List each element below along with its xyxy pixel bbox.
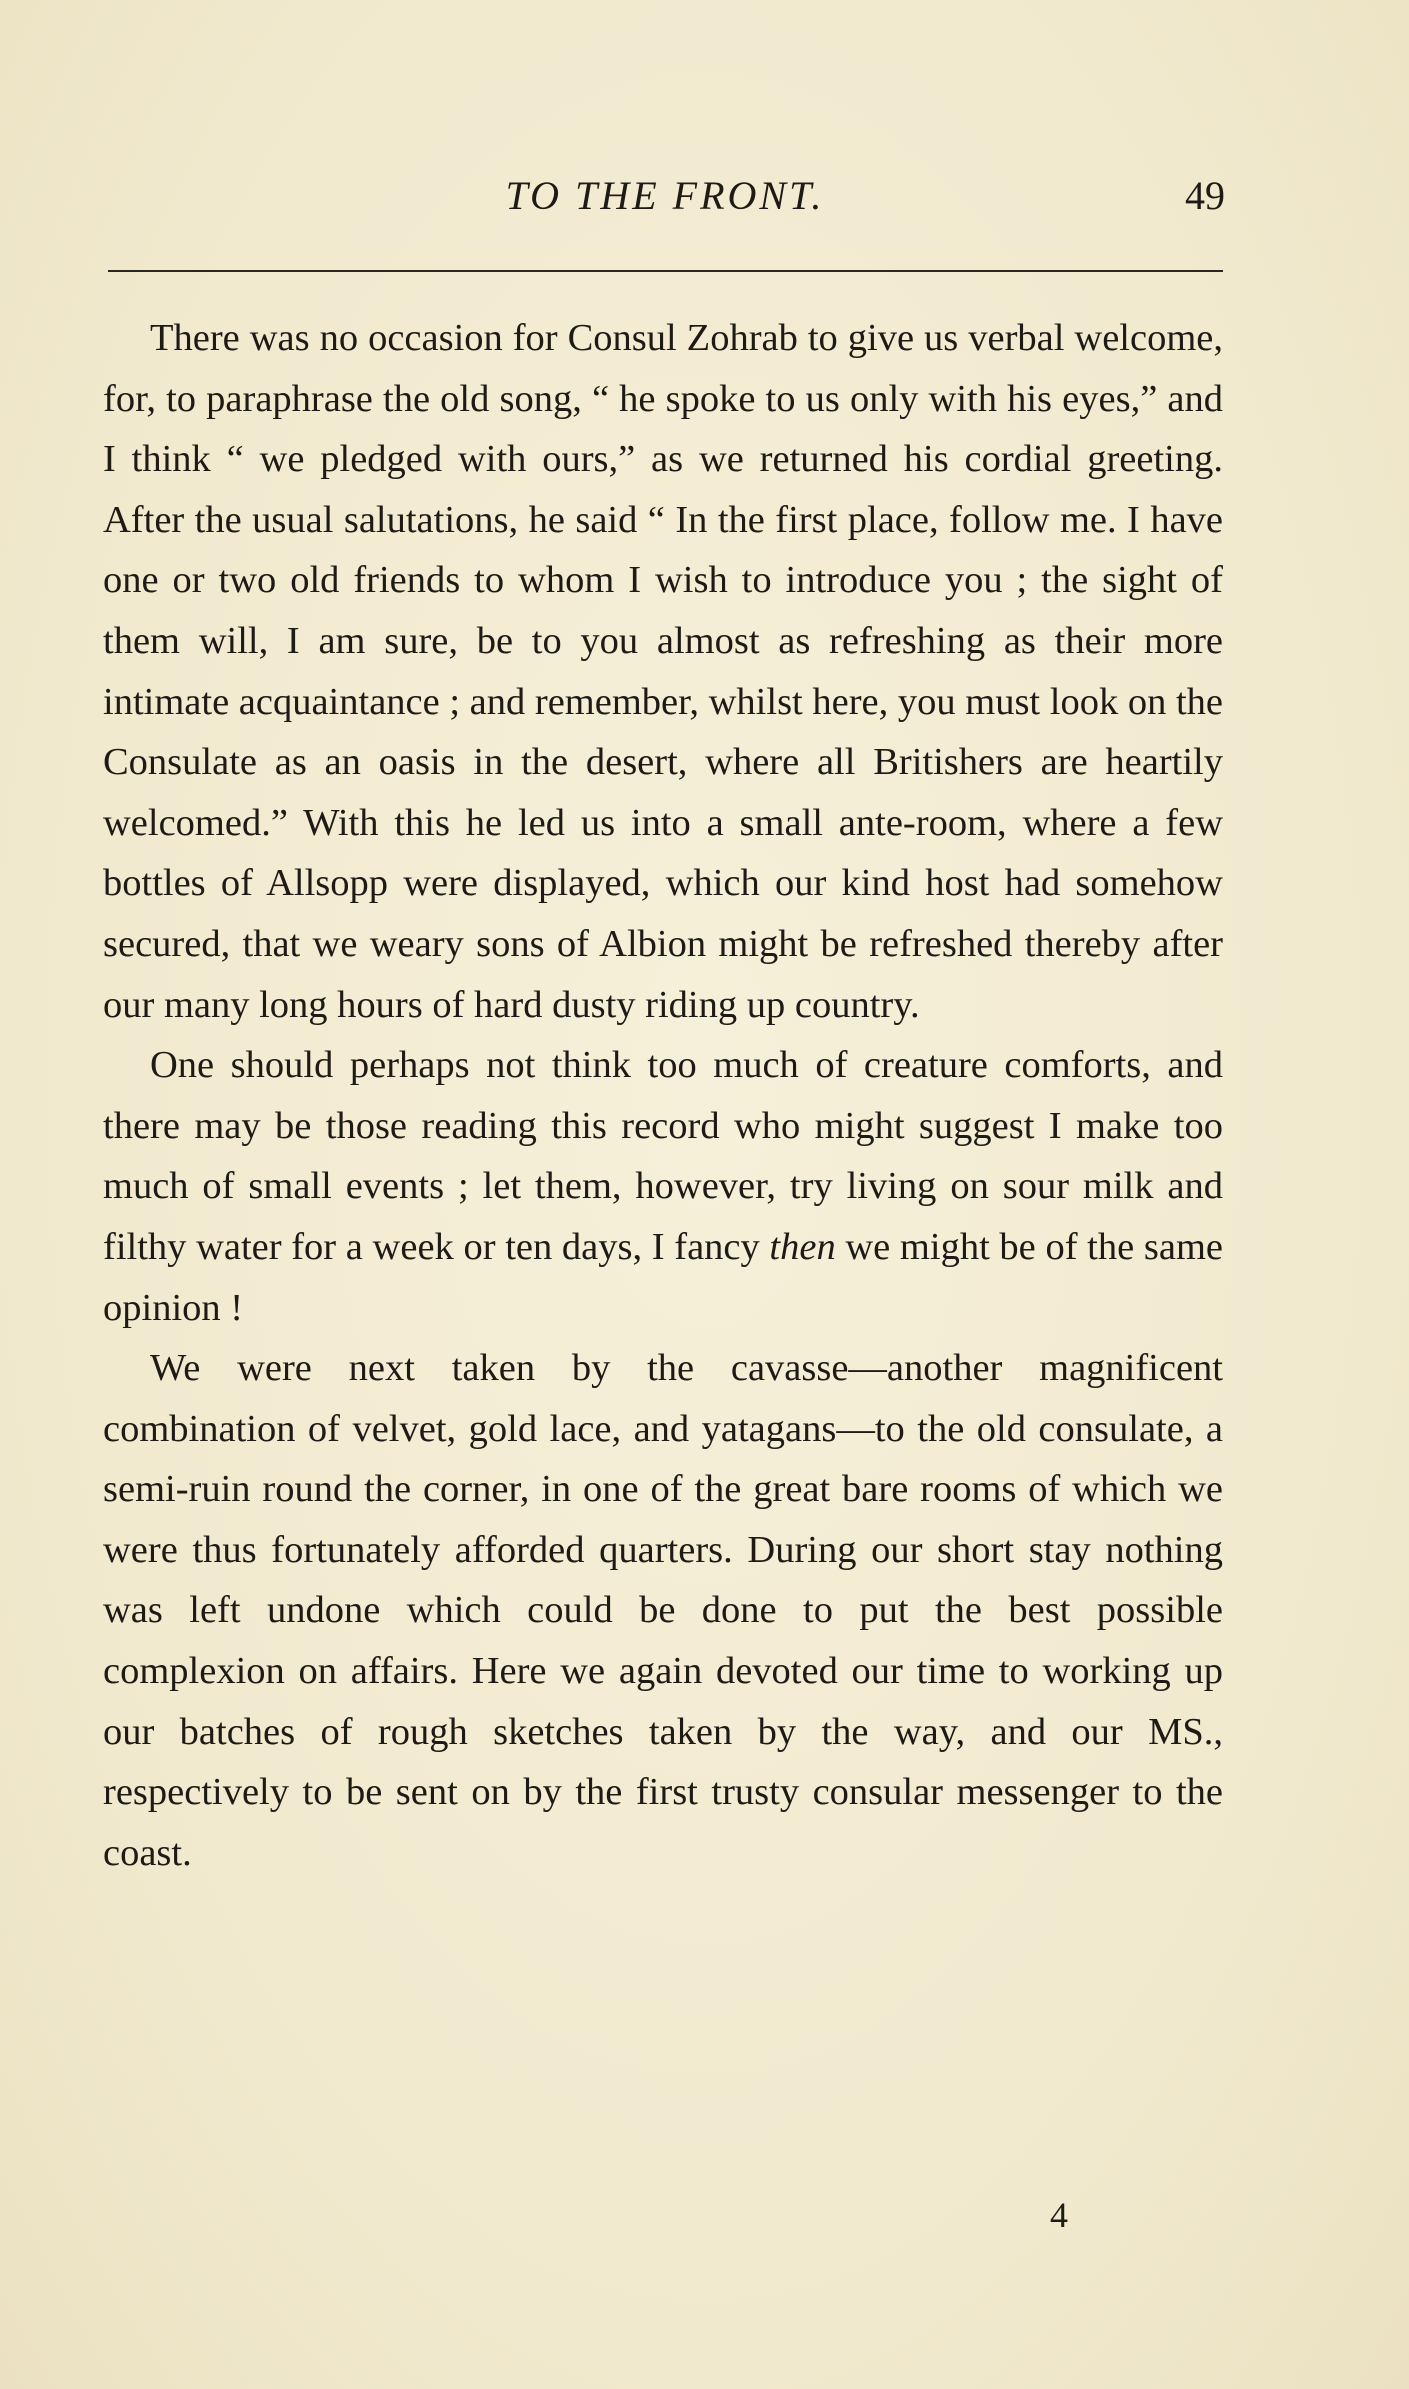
paragraph-2-text-end: we might be of the same opinion ! <box>103 1225 1223 1329</box>
running-head <box>105 172 1225 232</box>
paragraph-2-emphasis: then <box>769 1225 836 1268</box>
paragraph-3 <box>103 1338 1223 1883</box>
paragraph-3-text: We were next taken by the cavasse—another magnificent combination of velvet, gold lace, and yatagans—to the old consulate, a semi-ruin round the corner, in one of the great bare rooms of which we were thus fortunately afforded quarters. During our short stay nothing was left undone which could be done to put the best possible complexion on affairs. Here we again devoted our time to working up our batches of rough sketches taken by the way, and our MS., respectively to be sent on by the first trusty consular messenger to the coast. <box>103 1347 1223 1874</box>
signature-mark: 4 <box>1050 2195 1068 2235</box>
header-rule <box>108 270 1223 272</box>
running-title: TO THE FRONT. <box>505 173 825 218</box>
paragraph-2 <box>103 1035 1223 1338</box>
paragraph-2-text-start: One should perhaps not think too much of creature comforts, and there may be those reading this record who might suggest I make too much of small events ; let them, however, try living on sour milk and filthy water for a week or ten days, I fancy <box>103 1044 1223 1268</box>
paragraph-1 <box>103 308 1223 1035</box>
paragraph-1-text: There was no occasion for Consul Zohrab to give us verbal welcome, for, to paraphrase the old song, “ he spoke to us only with his eyes,” and I think “ we pledged with ours,” as we returned his cordial greeting. After the usual salutations, he said “ In the first place, follow me. I have one or two old friends to whom I wish to introduce you ; the sight of them will, I am sure, be to you almost as refreshing as their more intimate acquaintance ; and remember, whilst here, you must look on the Consulate as an oasis in the desert, where all Britishers are heartily welcomed.” With this he led us into a small ante-room, where a few bottles of Allsopp were displayed, which our kind host had somehow secured, that we weary sons of Albion might be refreshed thereby after our many long hours of hard dusty riding up country. <box>103 317 1223 1026</box>
body-text <box>103 308 1223 1883</box>
page-number: 49 <box>1185 173 1225 218</box>
